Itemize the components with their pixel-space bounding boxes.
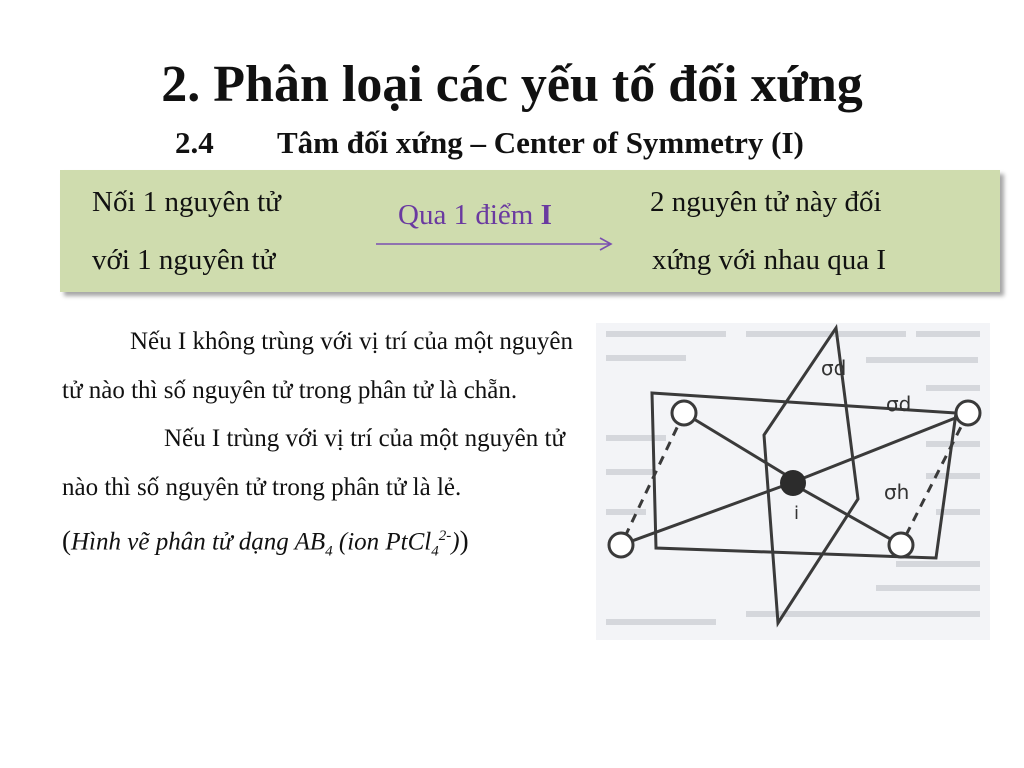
subtitle [175,123,804,163]
right-line-1: 2 nguyên tử này đối [650,186,882,218]
caption-end: ) [451,528,460,556]
caption-ion: (ion PtCl [332,528,432,556]
definition-panel [60,170,1000,292]
caption-text: Hình vẽ phân tử dạng AB [71,528,326,556]
sigma-h-label: σh [884,480,910,504]
right-arrow-icon [376,236,614,252]
sigma-d-label-2: σd [886,392,912,416]
paragraph-odd: Nếu I trùng với vị trí của một nguyên tử nào thì số nguyên tử trong phân tử là lẻ. [62,425,566,501]
caption-open-paren: ( [62,525,71,556]
left-line-1: Nối 1 nguyên tử [92,186,281,218]
slide-title: 2. Phân loại các yếu tố đối xứng [161,56,863,113]
right-line-2: xứng với nhau qua I [652,244,887,276]
subtitle-text: Tâm đối xứng – Center of Symmetry (I) [277,125,804,160]
arrow-label-bold: I [540,199,552,231]
inversion-center-label: i [794,503,800,524]
caption-close-paren: ) [459,525,469,556]
subtitle-number: 2.4 [175,125,214,160]
paragraph-even: Nếu I không trùng với vị trí của một nguyên tử nào thì số nguyên tử trong phân tử là chẵn. [62,328,574,404]
figure-caption [62,512,574,576]
sigma-d-label-1: σd [821,356,847,380]
caption-subscript-1: 4 [325,543,333,560]
caption-subscript-2: 4 [431,543,439,560]
arrow-label [398,195,552,235]
symmetry-diagram [596,323,990,640]
caption-superscript: 2- [438,528,452,544]
left-line-2: với 1 nguyên tử [92,244,276,276]
body-text [62,318,574,576]
arrow-label-text: Qua 1 điểm [398,199,541,231]
